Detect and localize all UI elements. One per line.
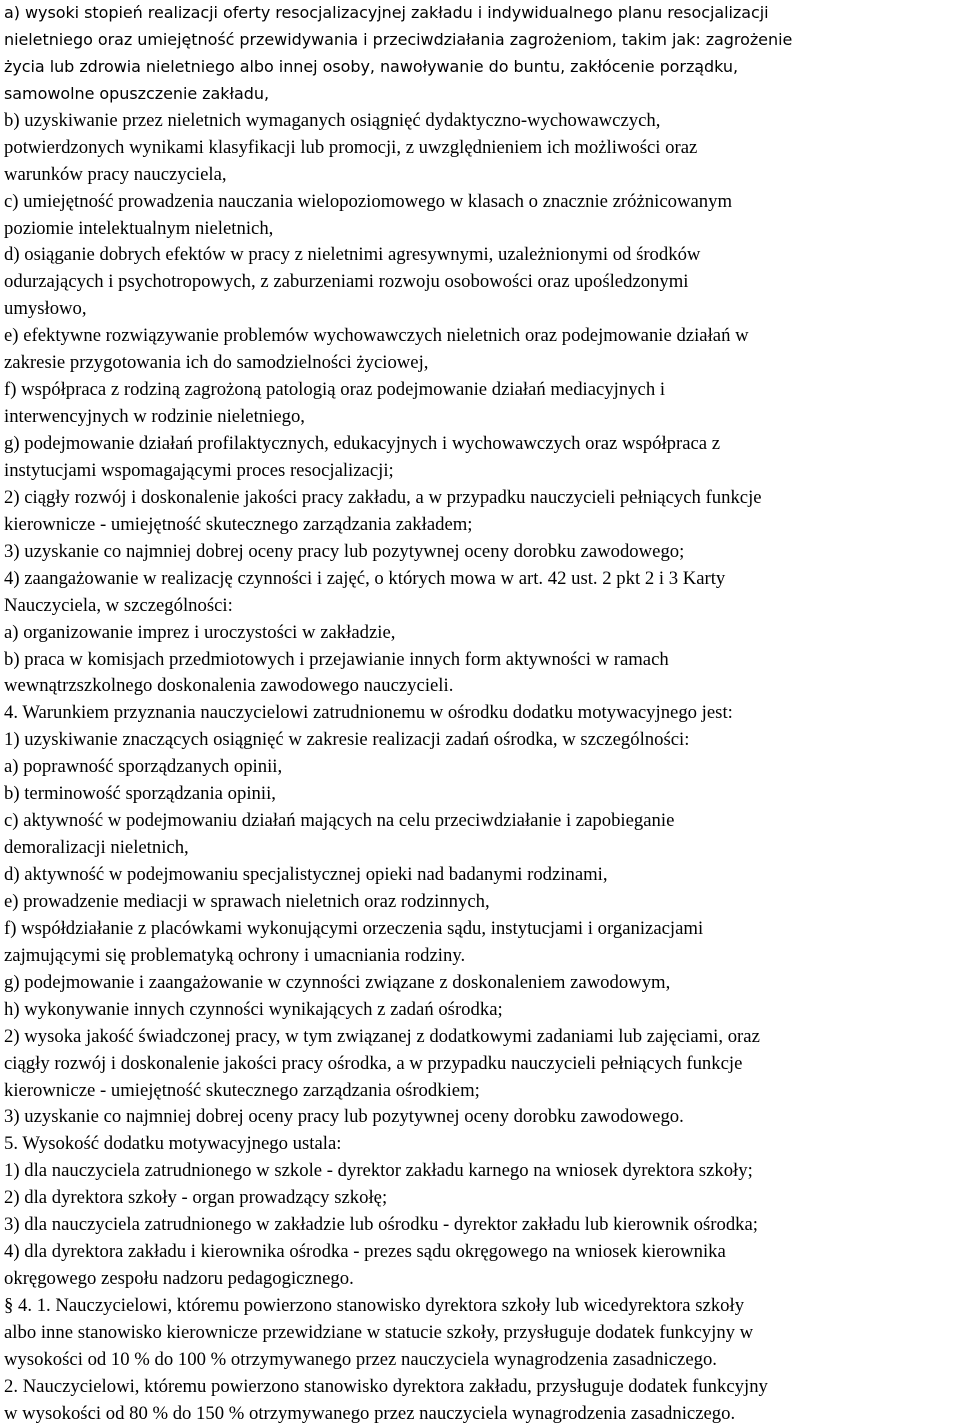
text-line: interwencyjnych w rodzinie nieletniego, xyxy=(4,406,305,428)
text-line: 4. Warunkiem przyznania nauczycielowi zatrudnionemu w ośrodku dodatku motywacyjnego jest: xyxy=(4,702,733,724)
text-line: potwierdzonych wynikami klasyfikacji lub promocji, z uwzględnieniem ich możliwości oraz xyxy=(4,136,698,158)
text-line: 3) uzyskanie co najmniej dobrej oceny pracy lub pozytywnej oceny dorobku zawodowego; xyxy=(4,540,685,562)
text-line: a) organizowanie imprez i uroczystości w zakładzie, xyxy=(4,621,396,643)
text-line: 2) wysoka jakość świadczonej pracy, w tym związanej z dodatkowymi zadaniami lub zajęciami, oraz xyxy=(4,1025,760,1047)
text-line: b) praca w komisjach przedmiotowych i przejawianie innych form aktywności w ramach xyxy=(4,648,669,670)
text-line: b) uzyskiwanie przez nieletnich wymaganych osiągnięć dydaktyczno-wychowawczych, xyxy=(4,109,661,131)
text-line: 3) dla nauczyciela zatrudnionego w zakładzie lub ośrodku - dyrektor zakładu lub kierownik ośrodka; xyxy=(4,1214,758,1236)
text-line: demoralizacji nieletnich, xyxy=(4,837,189,859)
text-line: umysłowo, xyxy=(4,298,87,320)
text-line: 1) dla nauczyciela zatrudnionego w szkole - dyrektor zakładu karnego na wniosek dyrektora szkoły; xyxy=(4,1160,753,1182)
text-line: odurzających i psychotropowych, z zaburzeniami rozwoju osobowości oraz upośledzonymi xyxy=(4,271,689,293)
text-line: Nauczyciela, w szczególności: xyxy=(4,594,233,616)
text-line: wewnątrzszkolnego doskonalenia zawodowego nauczycieli. xyxy=(4,675,454,697)
text-line: g) podejmowanie działań profilaktycznych, edukacyjnych i wychowawczych oraz współpraca z xyxy=(4,433,721,454)
text-line: c) aktywność w podejmowaniu działań mających na celu przeciwdziałanie i zapobieganie xyxy=(4,810,675,832)
text-line: h) wykonywanie innych czynności wynikających z zadań ośrodka; xyxy=(4,998,503,1020)
text-line: w wysokości od 80 % do 150 % otrzymywanego przez nauczyciela wynagrodzenia zasadniczego. xyxy=(4,1402,736,1424)
text-line: okręgowego zespołu nadzoru pedagogicznego. xyxy=(4,1268,354,1290)
text-line: 2) dla dyrektora szkoły - organ prowadzący szkołę; xyxy=(4,1187,388,1209)
text-line: § 4. 1. Nauczycielowi, któremu powierzono stanowisko dyrektora szkoły lub wicedyrektora szkoły xyxy=(4,1295,745,1316)
text-line: zakresie przygotowania ich do samodzielności życiowej, xyxy=(4,352,429,374)
text-line: d) aktywność w podejmowaniu specjalistycznej opieki nad badanymi rodzinami, xyxy=(4,864,608,885)
text-line: 1) uzyskiwanie znaczących osiągnięć w zakresie realizacji zadań ośrodka, w szczególności: xyxy=(4,729,690,751)
text-line: nieletniego oraz umiejętność przewidywania i przeciwdziałania zagrożeniom, takim jak: zagrożenie xyxy=(4,29,793,49)
text-line: wysokości od 10 % do 100 % otrzymywanego przez nauczyciela wynagrodzenia zasadniczego. xyxy=(4,1348,717,1370)
text-line: samowolne opuszczenie zakładu, xyxy=(4,83,269,103)
text-line: f) współpraca z rodziną zagrożoną patologią oraz podejmowanie działań mediacyjnych i xyxy=(4,379,666,401)
text-line: 4) zaangażowanie w realizację czynności i zajęć, o których mowa w art. 42 ust. 2 pkt 2 i 3 Karty xyxy=(4,567,726,589)
text-line: życia lub zdrowia nieletniego albo innej osoby, nawoływanie do buntu, zakłócenie porządku, xyxy=(4,56,739,76)
text-line: albo inne stanowisko kierownicze przewidziane w statucie szkoły, przysługuje dodatek funkcyjny w xyxy=(4,1321,754,1343)
text-line: e) prowadzenie mediacji w sprawach nieletnich oraz rodzinnych, xyxy=(4,890,490,912)
text-line: g) podejmowanie i zaangażowanie w czynności związane z doskonaleniem zawodowym, xyxy=(4,971,671,993)
text-line: 3) uzyskanie co najmniej dobrej oceny pracy lub pozytywnej oceny dorobku zawodowego. xyxy=(4,1106,684,1128)
text-line: instytucjami wspomagającymi proces resocjalizacji; xyxy=(4,459,394,481)
text-line: 2. Nauczycielowi, któremu powierzono stanowisko dyrektora zakładu, przysługuje dodatek funkcyjny xyxy=(4,1375,768,1397)
text-line: a) wysoki stopień realizacji oferty resocjalizacyjnej zakładu i indywidualnego planu resocjalizacji xyxy=(4,3,769,22)
text-line: poziomie intelektualnym nieletnich, xyxy=(4,217,274,239)
text-line: d) osiąganie dobrych efektów w pracy z nieletnimi agresywnymi, uzależnionymi od środków xyxy=(4,244,701,266)
text-line: kierownicze - umiejętność skutecznego zarządzania zakładem; xyxy=(4,513,473,535)
text-line: zajmującymi się problematyką ochrony i umacniania rodziny. xyxy=(4,944,466,966)
text-line: warunków pracy nauczyciela, xyxy=(4,163,227,185)
text-line: a) poprawność sporządzanych opinii, xyxy=(4,756,283,778)
document-page xyxy=(4,0,959,1428)
text-line: 2) ciągły rozwój i doskonalenie jakości pracy zakładu, a w przypadku nauczycieli pełniących funkcje xyxy=(4,486,762,508)
text-line: f) współdziałanie z placówkami wykonującymi orzeczenia sądu, instytucjami i organizacjami xyxy=(4,917,704,939)
text-line: 5. Wysokość dodatku motywacyjnego ustala: xyxy=(4,1133,342,1155)
text-line: ciągły rozwój i doskonalenie jakości pracy ośrodka, a w przypadku nauczycieli pełniących funkcje xyxy=(4,1052,743,1074)
text-line: 4) dla dyrektora zakładu i kierownika ośrodka - prezes sądu okręgowego na wniosek kierownika xyxy=(4,1241,726,1263)
text-line: e) efektywne rozwiązywanie problemów wychowawczych nieletnich oraz podejmowanie działań w xyxy=(4,325,749,347)
text-line: b) terminowość sporządzania opinii, xyxy=(4,783,276,805)
text-line: c) umiejętność prowadzenia nauczania wielopoziomowego w klasach o znacznie zróżnicowanym xyxy=(4,190,732,212)
text-line: kierownicze - umiejętność skutecznego zarządzania ośrodkiem; xyxy=(4,1079,480,1101)
